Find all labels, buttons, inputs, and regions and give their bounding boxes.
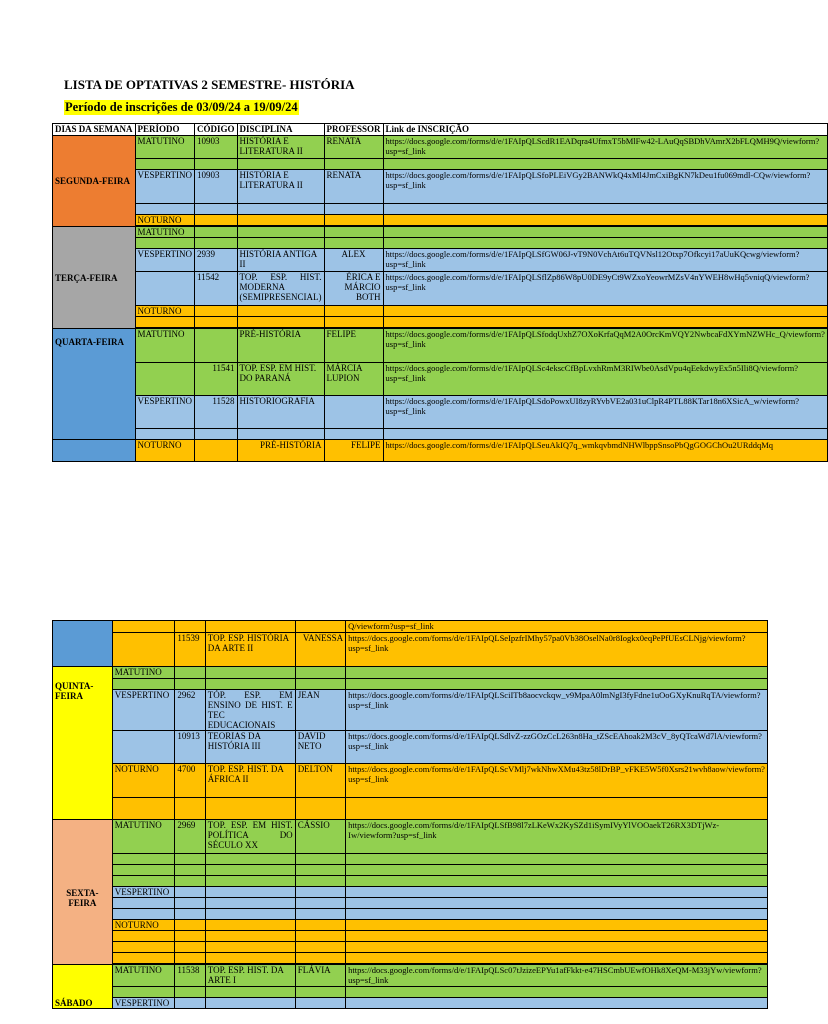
code-cell: 2962 [175,690,205,731]
professor-cell: FELIPE [324,329,383,363]
period-cell: NOTURNO [135,306,194,317]
signup-link[interactable]: https://docs.google.com/forms/d/e/1FAIpQLSdlvZ-zzGOzCcL263n8Ha_tZScEAhoak2M3cV_8yQTcaWd7lA/viewform?usp=sf_link [346,731,768,764]
code-cell: 11541 [194,363,237,396]
day-segunda: SEGUNDA-FEIRA [53,136,136,227]
professor-cell: FLÁVIA [295,965,345,987]
professor-cell: ALEX [324,249,383,272]
day-terca: TERÇA-FEIRA [53,227,136,329]
signup-link[interactable]: https://docs.google.com/forms/d/e/1FAIpQLScVMlj7wkNhwXMu43tz58lDrBP_vFKE5W5f0Xsrs21wvh8aow/viewform?usp=sf_link [346,764,768,798]
professor-cell: CÁSSIO [295,820,345,854]
period-cell: NOTURNO [112,920,175,931]
code-cell: 11528 [194,396,237,429]
signup-link[interactable]: https://docs.google.com/forms/d/e/1FAIpQLSfodqUxhZ7OXoKrfaQqM2A0OrcKmVQY2NwbcaFdXYmNZWHc_Q/viewform?usp=sf_link [383,329,827,363]
code-cell: 10903 [194,170,237,204]
discipline-cell: PRÉ-HISTÓRIA [237,440,324,462]
discipline-cell: TÓP. ESP. EM ENSINO DE HIST. E TEC EDUCACIONAIS [205,690,295,731]
code-cell: 2969 [175,820,205,854]
code-cell: 11538 [175,965,205,987]
code-cell: 11539 [175,633,205,667]
professor-cell: MÁRCIA LUPION [324,363,383,396]
discipline-cell: TOP. ESP. HIST. MODERNA (SEMIPRESENCIAL) [237,272,324,306]
professor-cell [324,396,383,429]
professor-cell: JEAN [295,690,345,731]
signup-link[interactable]: https://docs.google.com/forms/d/e/1FAIpQLSeIpzfrIMhy57pa0Vb38OselNa0r8Iogkx0eqPePfUEsCLNjg/viewform?usp=sf_link [346,633,768,667]
period-cell: MATUTINO [112,667,175,679]
professor-cell: FELIPE [324,440,383,462]
signup-link[interactable]: https://docs.google.com/forms/d/e/1FAIpQLSfoPLEiVGy2BANWkQ4xMl4JmCxiBgKN7kDeu1fu069mdl-CQw/viewform?usp=sf_link [383,170,827,204]
code-cell: 2939 [194,249,237,272]
signup-link[interactable]: https://docs.google.com/forms/d/e/1FAIpQLSciITb8aocvckqw_v9MpaA0lmNgI3fyFdne1uOoGXyKnuRqTA/viewform?usp=sf_link [346,690,768,731]
signup-link[interactable]: https://docs.google.com/forms/d/e/1FAIpQLSeuAkIQ7q_wmkqvbmdNHWlbppSnsoPbQgGOGChOu2URddqMq [383,440,827,462]
day-sexta: SEXTA-FEIRA [53,820,113,965]
signup-link[interactable]: https://docs.google.com/forms/d/e/1FAIpQLSfB98l7zLKeWx2KySZd1iSymIVyYlVOOaekT26RX3DTjWz-Iw/viewform?usp=sf_link [346,820,768,854]
discipline-cell: TOP. ESP. EM HIST. POLÍTICA DO SÉCULO XX [205,820,295,854]
professor-cell: DAVID NETO [295,731,345,764]
professor-cell: DELTON [295,764,345,798]
signup-link[interactable]: https://docs.google.com/forms/d/e/1FAIpQLScdR1EADqra4UfmxT5bMlFw42-LAuQqSBDhVAmrX2bFLQMH9Q/viewform?usp=sf_link [383,136,827,159]
enrollment-period: Período de inscrições de 03/09/24 a 19/09/24 [65,100,298,114]
professor-cell: RENATA [324,170,383,204]
signup-link-continued[interactable]: Q/viewform?usp=sf_link [346,621,768,633]
signup-link[interactable]: https://docs.google.com/forms/d/e/1FAIpQLSc07tJzizeEPYu1afFkkt-e47HSCmbUEwfOHk8XeQM-M33jYw/viewform?usp=sf_link [346,965,768,987]
discipline-cell: TEORIAS DA HISTÓRIA III [205,731,295,764]
discipline-cell: HISTÓRIA E LITERATURA II [237,170,324,204]
signup-link[interactable]: https://docs.google.com/forms/d/e/1FAIpQLSc4ekscCfBpLvxhRmM3RIWbe0AsdVpu4qEekdwyEx5n5Ili8Q/viewform?usp=sf_link [383,363,827,396]
header-dias: DIAS DA SEMANA [53,124,136,136]
period-cell: NOTURNO [135,440,194,462]
signup-link[interactable]: https://docs.google.com/forms/d/e/1FAIpQLSdoPowxUI8zyRYvbVE2a031uClpR4PTL88KTar18n6XSicA_w/viewform?usp=sf_link [383,396,827,429]
discipline-cell: TOP. ESP. HISTÓRIA DA ARTE II [205,633,295,667]
professor-cell: ÉRICA E MÁRCIO BOTH [324,272,383,306]
period-cell: VESPERTINO [112,887,175,898]
day-quarta: QUARTA-FEIRA [53,329,136,440]
header-periodo: PERÍODO [135,124,194,136]
period-cell: NOTURNO [135,215,194,226]
day-sabado: SÁBADO [53,965,113,1009]
header-link: Link de INSCRIÇÃO [383,124,827,136]
professor-cell: RENATA [324,136,383,159]
period-cell: VESPERTINO [135,170,194,204]
code-cell [194,440,237,462]
code-cell [194,329,237,363]
discipline-cell: TOP. ESP. HIST. DA ÁFRICA II [205,764,295,798]
signup-link[interactable]: https://docs.google.com/forms/d/e/1FAIpQLSflZp86W8pU0DE9yCt9WZxoYeowrMZsV4nYWEH8wHq5vniqQ/viewform?usp=sf_link [383,272,827,306]
discipline-cell: TOP. ESP. HIST. DA ARTE I [205,965,295,987]
period-cell: VESPERTINO [135,396,194,429]
code-cell: 10903 [194,136,237,159]
discipline-cell: HISTÓRIA ANTIGA II [237,249,324,272]
professor-cell: VANESSA [295,633,345,667]
code-cell: 4700 [175,764,205,798]
period-cell: VESPERTINO [112,690,175,731]
discipline-cell: HISTÓRIA E LITERATURA II [237,136,324,159]
discipline-cell: HISTORIOGRAFIA [237,396,324,429]
schedule-table-page-2 [52,620,768,1009]
period-cell: NOTURNO [112,764,175,798]
period-cell: VESPERTINO [112,998,175,1009]
code-cell: 10913 [175,731,205,764]
period-cell: MATUTINO [135,227,194,238]
day-quinta: QUINTA-FEIRA [53,667,113,820]
schedule-table-main [52,123,828,462]
discipline-cell: TOP. ESP. EM HIST. DO PARANÁ [237,363,324,396]
period-cell: MATUTINO [112,965,175,987]
header-disciplina: DISCIPLINA [237,124,324,136]
period-cell: MATUTINO [135,136,194,159]
signup-link[interactable]: https://docs.google.com/forms/d/e/1FAIpQLSfGW06J-vT9N0VchAt6uTQVNsl12Otxp7Ofkcyi17aUuKQcwg/viewform?usp=sf_link [383,249,827,272]
discipline-cell: PRÉ-HISTÓRIA [237,329,324,363]
period-cell: MATUTINO [112,820,175,854]
page-title: LISTA DE OPTATIVAS 2 SEMESTRE- HISTÓRIA [64,77,355,92]
header-codigo: CÓDIGO [194,124,237,136]
code-cell: 11542 [194,272,237,306]
header-professor: PROFESSOR [324,124,383,136]
period-cell: MATUTINO [135,329,194,363]
period-cell: VESPERTINO [135,249,194,272]
